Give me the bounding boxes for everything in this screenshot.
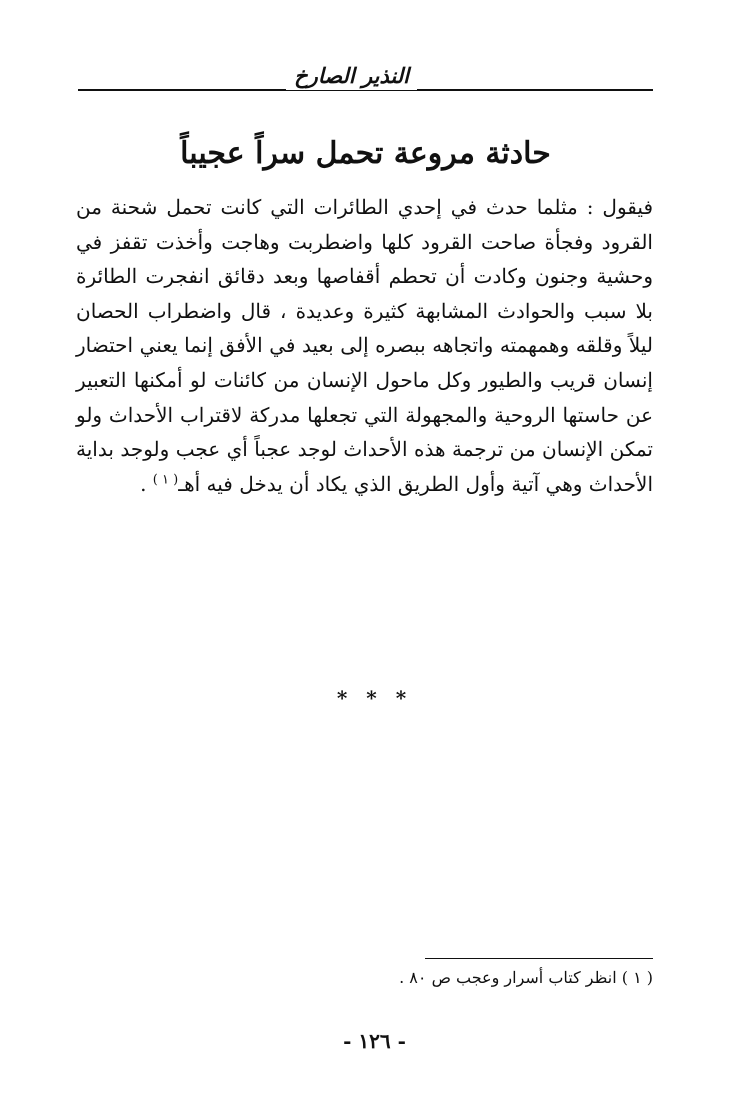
body-paragraph [76,190,653,501]
section-separator: * * * [336,686,413,710]
page-number: - ١٢٦ - [343,1029,406,1053]
footnote: ( ١ ) انظر كتاب أسرار وعجب ص ٨٠ . [399,968,653,987]
footnote-rule [425,958,653,959]
running-title: النذير الصارخ [286,62,417,90]
footnote-marker: ( ١ ) [152,472,179,488]
running-header [78,62,653,92]
paragraph-text: فيقول : مثلما حدث في إحدي الطائرات التي كانت تحمل شحنة من القرود وفجأة صاحت القرود كلها واضطربت وهاجت وأخذت تقفز في وحشية وجنون وكادت أن تحطم أقفاصها وبعد دقائق انفجرت الطائرة بلا سبب والحوادث المشابهة كثيرة وعديدة ، قال واضطراب الحصان ليلاً وقلقه وهمهمته واتجاهه ببصره إلى بعيد في الأفق إنما يعني احتضار إنسان قريب والطيور وكل ماحول الإنسان من كائنات لو أمكنها التعبير عن حاستها الروحية والمجهولة التي تجعلها مدركة لاقتراب الأحداث ولو تمكن الإنسان من ترجمة هذه الأحداث لوجد عجباً أي عجب ولوجد بداية الأحداث وهي آتية وأول الطريق الذي يكاد أن يدخل فيه أهـ [76,195,653,496]
paragraph-end: . [140,471,153,496]
chapter-title: حادثة مروعة تحمل سراً عجيباً [180,136,551,171]
body-text [76,190,653,501]
